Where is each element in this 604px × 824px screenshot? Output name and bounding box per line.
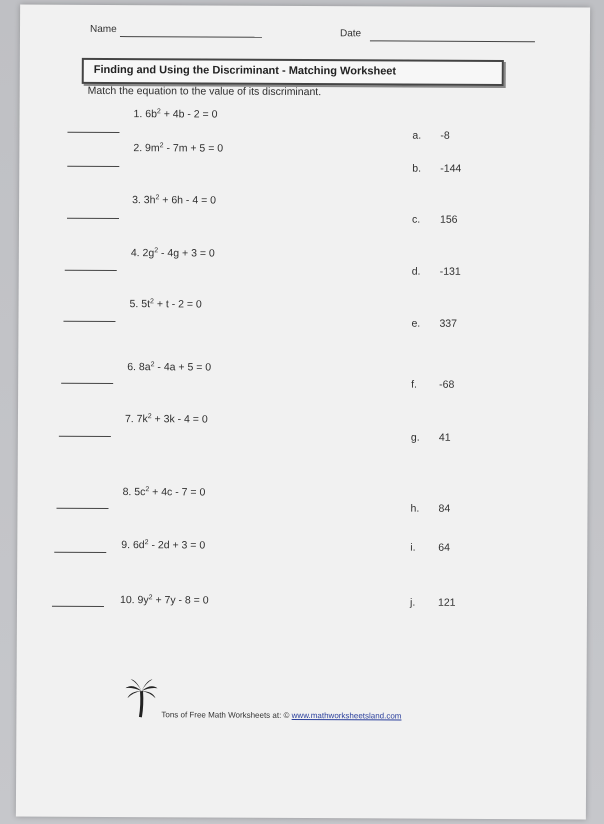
choice-f-value: -68 — [439, 378, 455, 391]
footer-link[interactable]: www.mathworksheetsland.com — [291, 710, 402, 721]
footer-credit — [161, 710, 401, 720]
choice-h-letter: h. — [410, 502, 420, 515]
date-blank-line[interactable] — [370, 40, 535, 42]
problem-1: 1. $6b^2 + 4b - 2 = 0$ — [133, 108, 218, 121]
choice-a-value: -8 — [440, 129, 450, 142]
answer-blank-10[interactable] — [52, 606, 104, 607]
choice-g-letter: g. — [410, 431, 420, 444]
instructions: Match the equation to the value of its discriminant. — [87, 84, 322, 99]
answer-blank-7[interactable] — [59, 436, 111, 437]
name-label: Name — [89, 23, 117, 36]
answer-blank-4[interactable] — [65, 270, 117, 271]
problem-3: 3. $3h^2 + 6h - 4 = 0$ — [132, 194, 217, 207]
name-blank-line[interactable] — [120, 36, 262, 38]
choice-j-letter: j. — [409, 596, 416, 609]
answer-blank-8[interactable] — [56, 508, 108, 509]
choice-a-letter: a. — [412, 129, 422, 142]
choice-b-letter: b. — [412, 162, 422, 175]
problem-10: 10. $9y^2 + 7y - 8 = 0$ — [119, 594, 209, 607]
answer-blank-1[interactable] — [67, 132, 119, 133]
problem-9: 9. $6d^2 - 2d + 3 = 0$ — [121, 539, 206, 552]
choice-e-letter: e. — [411, 317, 421, 330]
problem-6: 6. $8a^2 - 4a + 5 = 0$ — [127, 361, 212, 374]
answer-blank-6[interactable] — [61, 383, 113, 384]
choice-b-value: -144 — [440, 162, 462, 175]
worksheet-title: Finding and Using the Discriminant - Matching Worksheet — [93, 63, 397, 78]
date-label: Date — [339, 28, 362, 40]
problem-4: 4. $2g^2 - 4g + 3 = 0$ — [130, 247, 215, 260]
choice-c-letter: c. — [411, 213, 421, 226]
choice-i-value: 64 — [438, 541, 451, 554]
choice-g-value: 41 — [438, 431, 451, 444]
choice-e-value: 337 — [439, 317, 458, 330]
choice-f-letter: f. — [411, 378, 418, 391]
answer-blank-2[interactable] — [67, 166, 119, 167]
answer-blank-9[interactable] — [54, 552, 106, 553]
problem-8: 8. $5c^2 + 4c - 7 = 0$ — [122, 486, 206, 499]
worksheet-page — [16, 5, 590, 820]
choice-c-value: 156 — [439, 213, 458, 226]
answer-blank-3[interactable] — [67, 218, 119, 219]
problem-5: 5. $5t^2 + t - 2 = 0$ — [129, 298, 202, 311]
answer-blank-5[interactable] — [63, 321, 115, 322]
footer-text: Tons of Free Math Worksheets at: © — [161, 710, 292, 720]
problem-2: 2. $9m^2 - 7m + 5 = 0$ — [133, 142, 224, 155]
choice-d-letter: d. — [411, 265, 421, 278]
choice-j-value: 121 — [437, 596, 456, 609]
choice-i-letter: i. — [410, 541, 416, 554]
problem-7: 7. $7k^2 + 3k - 4 = 0$ — [124, 413, 208, 426]
title-box — [82, 58, 504, 86]
choice-d-value: -131 — [439, 265, 461, 278]
choice-h-value: 84 — [438, 502, 451, 515]
palm-tree-icon — [124, 679, 158, 719]
